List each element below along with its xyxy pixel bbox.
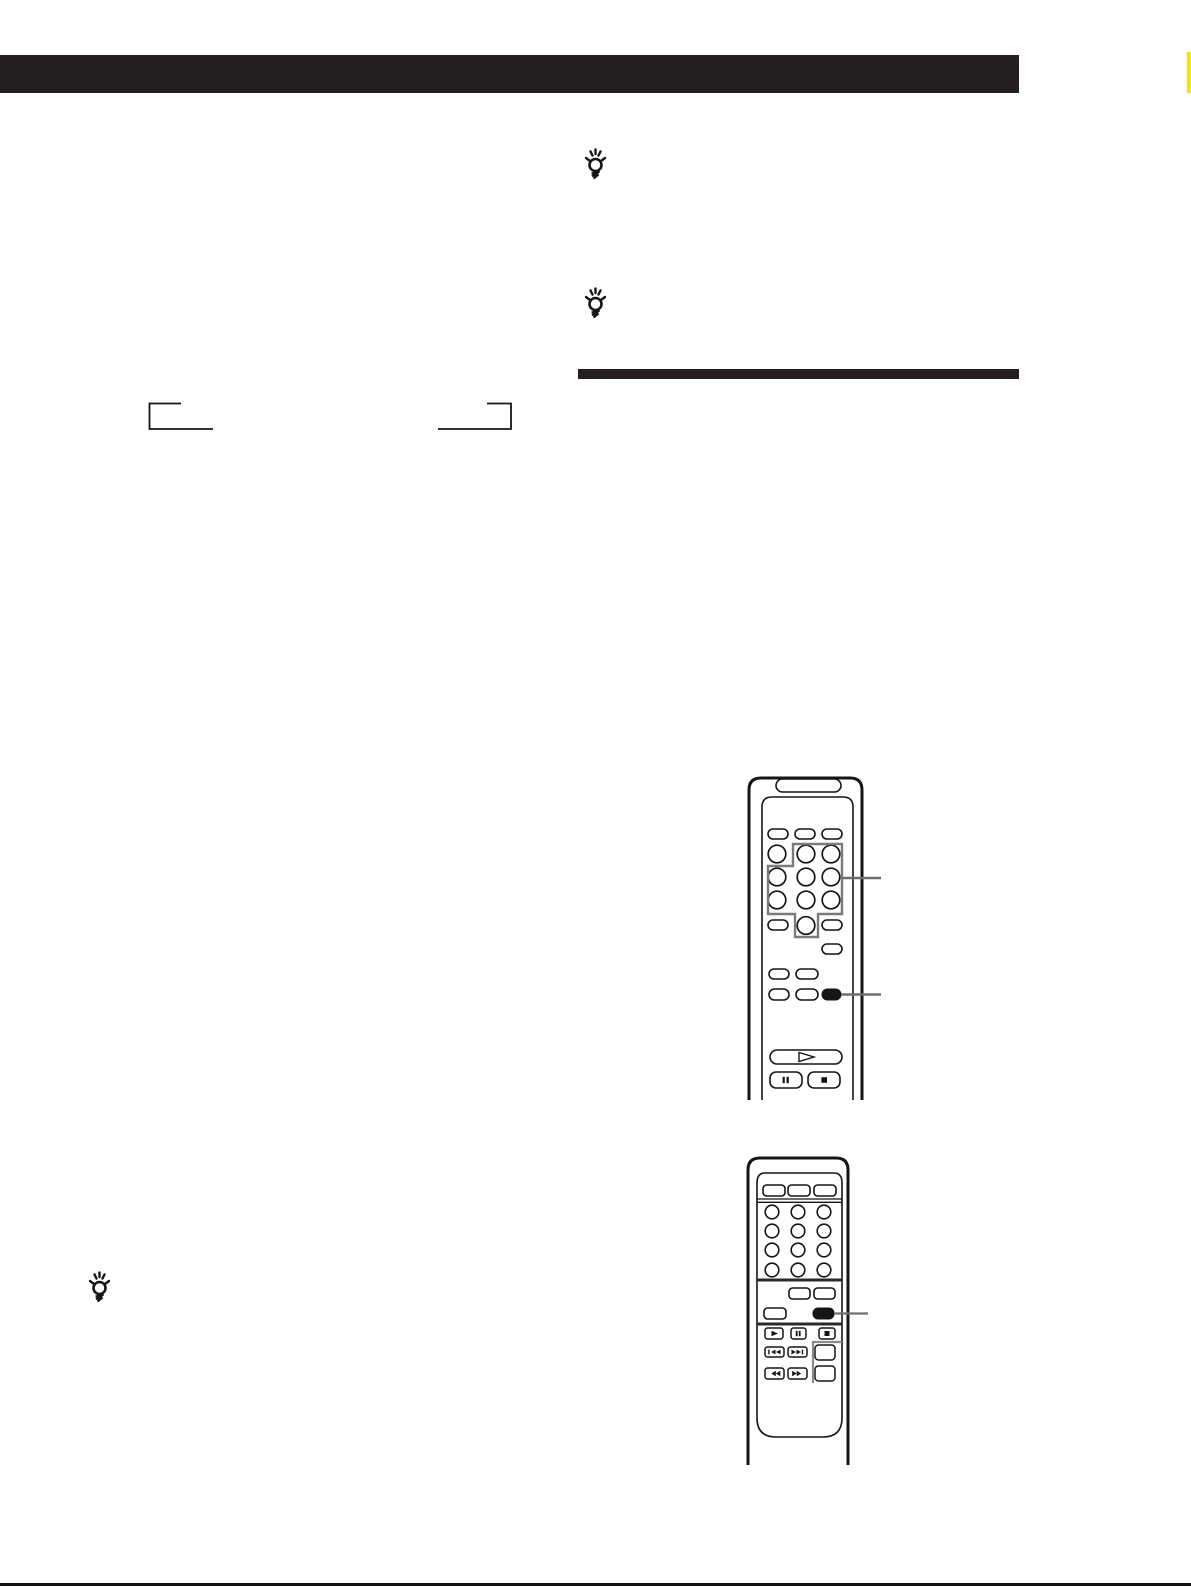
figure-brackets (140, 395, 520, 440)
remote2-number-button (817, 1263, 831, 1277)
figure-bracket-right (438, 404, 511, 430)
remote1-number-button (797, 845, 815, 863)
page-edge-tab (1187, 52, 1191, 93)
lightbulb-icon (90, 1273, 109, 1302)
tip-lightbulb-icon (86, 1270, 112, 1304)
remote2-number-button (765, 1243, 779, 1257)
remote1-mid-pill-rows (768, 920, 842, 1000)
pause-icon (796, 1331, 801, 1336)
stop-icon (821, 1077, 827, 1083)
prev-icon (768, 1350, 780, 1355)
remote2-number-button (791, 1224, 805, 1238)
chapter-header-bar (0, 55, 1019, 93)
remote2-number-button (791, 1205, 805, 1219)
remote1-number-button (797, 891, 815, 909)
lightbulb-icon (586, 150, 605, 179)
fast-forward-icon (792, 1371, 801, 1377)
remote2-number-button (817, 1243, 831, 1257)
rewind-icon (771, 1371, 780, 1377)
remote2-function-button (763, 1185, 785, 1196)
remote1-number-button (822, 845, 840, 863)
remote2-function-button (814, 1185, 836, 1196)
remote1-number-button (822, 868, 840, 886)
remote-illustration-2 (735, 1150, 885, 1465)
remote1-number-button (768, 891, 786, 909)
remote1-pill-button (822, 944, 842, 954)
remote2-function-button (788, 1185, 810, 1196)
tip-lightbulb-icon (582, 286, 608, 320)
remote1-pill-button (796, 989, 818, 1000)
remote1-play-button (770, 1050, 842, 1064)
remote2-function-button (814, 1288, 835, 1299)
remote2-number-button (765, 1205, 779, 1219)
remote1-filled-highlight-button (822, 989, 841, 1000)
figure-bracket-left (150, 404, 214, 430)
play-icon (799, 1053, 814, 1062)
remote2-side-button (815, 1366, 835, 1381)
remote2-pause-button (791, 1328, 806, 1339)
remote2-function-button (764, 1308, 786, 1319)
remote1-transport-buttons (770, 1050, 842, 1088)
remote2-number-button (817, 1224, 831, 1238)
pause-icon (783, 1077, 789, 1083)
remote1-pill-button (822, 920, 842, 930)
play-icon (772, 1331, 779, 1336)
remote2-transport-buttons (765, 1328, 842, 1383)
remote1-number-pad (768, 844, 842, 937)
remote2-number-button (765, 1263, 779, 1277)
remote2-function-button (789, 1288, 810, 1299)
remote1-number-button (822, 891, 840, 909)
next-icon (792, 1350, 804, 1355)
remote1-number-button (797, 868, 815, 886)
remote2-number-button (791, 1263, 805, 1277)
remote1-top-pill-row (768, 829, 842, 839)
tip-lightbulb-icon (582, 147, 608, 181)
remote2-number-pad (765, 1205, 831, 1277)
remote2-side-button (815, 1345, 835, 1360)
remote1-body (749, 778, 862, 1100)
remote2-side-button-group-bracket (813, 1342, 842, 1383)
remote2-number-button (765, 1224, 779, 1238)
remote2-small-button-rows (764, 1288, 835, 1319)
remote1-pill-button (795, 829, 815, 839)
remote1-number-button (768, 868, 786, 886)
remote1-ir-window (776, 779, 841, 792)
remote1-pause-button (770, 1072, 802, 1088)
remote2-filled-highlight-button (813, 1308, 834, 1319)
remote1-pill-button (822, 829, 842, 839)
remote2-top-button-row (763, 1185, 836, 1196)
lightbulb-icon (586, 289, 605, 318)
remote1-pill-button (769, 969, 789, 979)
remote-illustration-1 (735, 765, 885, 1100)
remote1-pill-button (768, 829, 788, 839)
remote1-number-button-0 (797, 917, 815, 935)
remote1-pill-button (796, 969, 818, 979)
page-bottom-rule (0, 1583, 1191, 1586)
stop-icon (825, 1331, 830, 1336)
remote1-pill-button (769, 989, 789, 1000)
remote1-number-button (768, 845, 786, 863)
remote2-number-button (817, 1205, 831, 1219)
remote2-number-button (791, 1243, 805, 1257)
section-heading-bar (578, 369, 1019, 379)
remote1-pill-button (768, 920, 788, 930)
